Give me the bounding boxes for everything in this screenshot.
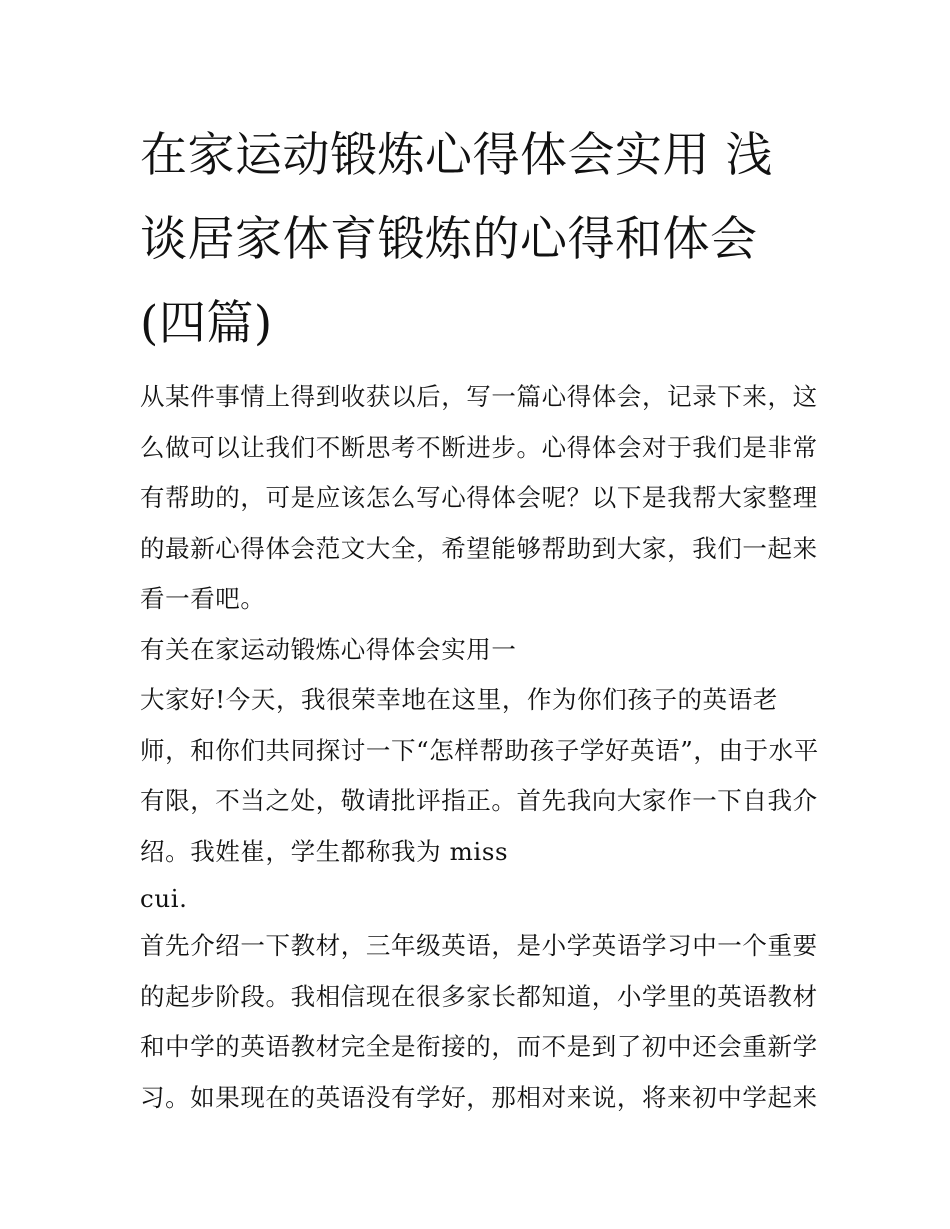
text-line: 从某件事情上得到收获以后，写一篇心得体会，记录下来，这 bbox=[140, 382, 818, 411]
text-line: 大家好!今天，我很荣幸地在这里，作为你们孩子的英语老 bbox=[140, 685, 778, 714]
text-line: 师，和你们共同探讨一下“怎样帮助孩子学好英语”，由于水平 bbox=[140, 735, 819, 765]
text-line: 有限，不当之处，敬请批评指正。首先我向大家作一下自我介 bbox=[140, 786, 818, 815]
text-line: 习。如果现在的英语没有学好，那相对来说，将来初中学起来 bbox=[140, 1082, 818, 1112]
text-line: 和中学的英语教材完全是衔接的，而不是到了初中还会重新学 bbox=[140, 1032, 818, 1061]
text-line: 绍。我姓崔，学生都称我为 miss bbox=[140, 836, 509, 866]
text-line: 首先介绍一下教材，三年级英语，是小学英语学习中一个重要 bbox=[140, 931, 818, 960]
textbook-paragraph bbox=[140, 921, 818, 1123]
text-line: 的起步阶段。我相信现在很多家长都知道，小学里的英语教材 bbox=[140, 981, 818, 1011]
text-line: 看一看吧。 bbox=[140, 584, 266, 613]
title-line: 在家运动锻炼心得体会实用 浅 bbox=[140, 128, 773, 183]
text-line: 么做可以让我们不断思考不断进步。心得体会对于我们是非常 bbox=[140, 432, 818, 462]
document-page bbox=[140, 114, 819, 1123]
intro-paragraph bbox=[140, 372, 818, 625]
name-tail-line: cui. bbox=[140, 884, 188, 913]
document-title bbox=[140, 114, 812, 366]
text-line: 有帮助的，可是应该怎么写心得体会呢？以下是我帮大家整理 bbox=[140, 483, 818, 512]
title-line: (四篇) bbox=[140, 296, 273, 351]
section-heading: 有关在家运动锻炼心得体会实用一 bbox=[140, 634, 517, 664]
text-line: 的最新心得体会范文大全，希望能够帮助到大家，我们一起来 bbox=[140, 533, 818, 563]
title-line: 谈居家体育锻炼的心得和体会 bbox=[140, 212, 758, 267]
greeting-paragraph bbox=[140, 675, 819, 877]
